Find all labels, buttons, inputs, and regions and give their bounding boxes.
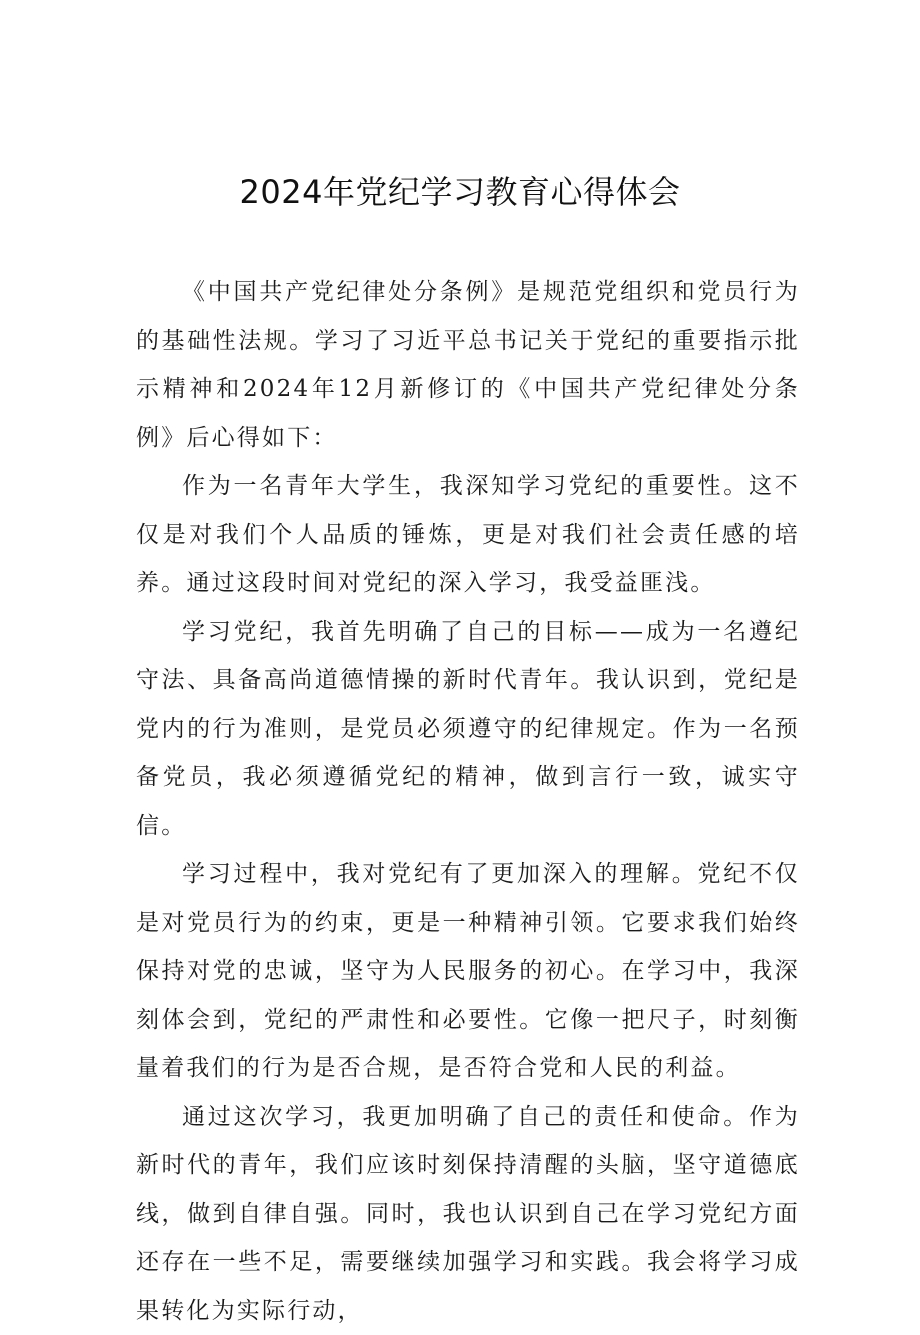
document-body [136, 268, 800, 1335]
paragraph-understanding: 学习过程中，我对党纪有了更加深入的理解。党纪不仅是对党员行为的约束，更是一种精神引领。它要求我们始终保持对党的忠诚，坚守为人民服务的初心。在学习中，我深刻体会到，党纪的严肃性和必要性。它像一把尺子，时刻衡量着我们的行为是否合规，是否符合党和人民的利益。 [136, 850, 800, 1093]
document-title: 2024年党纪学习教育心得体会 [0, 168, 920, 216]
paragraph-goal: 学习党纪，我首先明确了自己的目标——成为一名遵纪守法、具备高尚道德情操的新时代青年。我认识到，党纪是党内的行为准则，是党员必须遵守的纪律规定。作为一名预备党员，我必须遵循党纪的精神，做到言行一致，诚实守信。 [136, 608, 800, 851]
paragraph-responsibility: 通过这次学习，我更加明确了自己的责任和使命。作为新时代的青年，我们应该时刻保持清醒的头脑，坚守道德底线，做到自律自强。同时，我也认识到自己在学习党纪方面还存在一些不足，需要继续加强学习和实践。我会将学习成果转化为实际行动， [136, 1093, 800, 1335]
paragraph-intro: 《中国共产党纪律处分条例》是规范党组织和党员行为的基础性法规。学习了习近平总书记关于党纪的重要指示批示精神和2024年12月新修订的《中国共产党纪律处分条例》后心得如下： [136, 268, 800, 462]
paragraph-student-awareness: 作为一名青年大学生，我深知学习党纪的重要性。这不仅是对我们个人品质的锤炼，更是对我们社会责任感的培养。通过这段时间对党纪的深入学习，我受益匪浅。 [136, 462, 800, 608]
